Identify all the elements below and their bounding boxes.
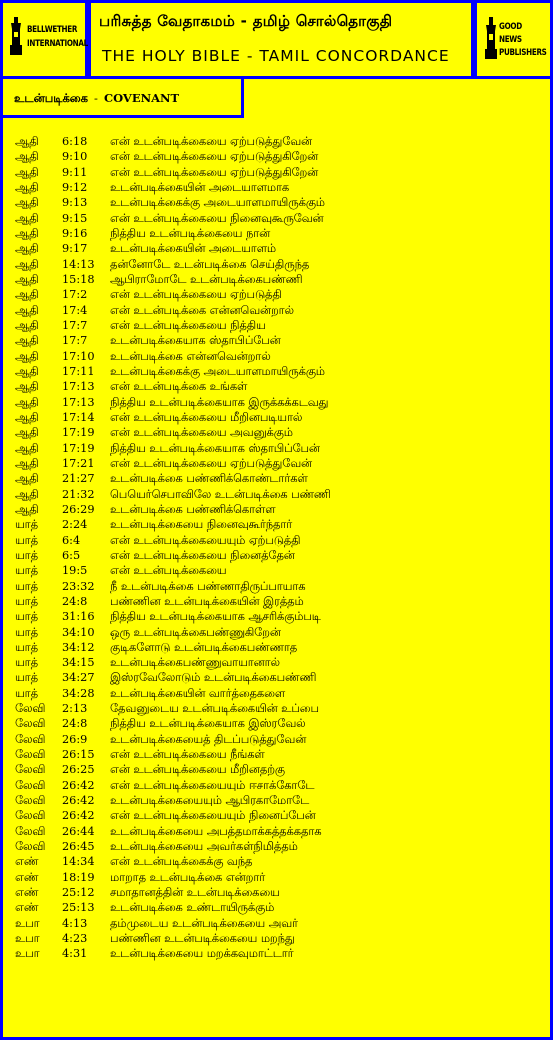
entry-reference: 15:18	[62, 272, 95, 286]
entry-text: என் உடன்படிக்கையை ஏற்படுத்துகிறேன்	[110, 150, 319, 164]
entry-text: உடன்படிக்கையை அவர்கள்நிமித்தம்	[110, 840, 298, 854]
entry-text: பெயெர்செபாவிலே உடன்படிக்கை பண்ணி	[110, 487, 331, 501]
list-item	[15, 625, 545, 640]
entry-text: என் உடன்படிக்கையையும் ஏற்படுத்தி	[110, 533, 301, 547]
list-item	[15, 287, 545, 302]
entry-book: லேவி	[15, 763, 46, 777]
list-item	[15, 471, 545, 486]
entry-reference: 17:11	[62, 364, 95, 378]
entry-book: ஆதி	[15, 196, 39, 210]
bellwether-logo	[9, 13, 88, 69]
list-item	[15, 778, 545, 793]
subject-box	[0, 76, 244, 118]
entry-book: ஆதி	[15, 502, 39, 516]
entry-book: யாத்	[15, 610, 38, 624]
entry-text: உடன்படிக்கையின் அடையாளமாக	[110, 180, 290, 194]
list-item	[15, 563, 545, 578]
entry-text: இஸ்ரவேலோடும் உடன்படிக்கைபண்ணி	[110, 671, 317, 685]
list-item	[15, 946, 545, 961]
bell-tower-icon	[9, 17, 23, 57]
entry-book: யாத்	[15, 533, 38, 547]
entry-book: ஆதி	[15, 288, 39, 302]
list-item	[15, 931, 545, 946]
list-item	[15, 456, 545, 471]
list-item	[15, 701, 545, 716]
tower-icon	[485, 17, 497, 61]
logo-left-line1: BELLWETHER	[27, 25, 78, 35]
entry-book: ஆதி	[15, 211, 39, 225]
entry-text: தன்னோடே உடன்படிக்கை செய்திருந்த	[110, 257, 310, 271]
entry-text: ஒரு உடன்படிக்கைபண்ணுகிறேன்	[110, 625, 281, 639]
entry-reference: 26:42	[62, 778, 95, 792]
list-item	[15, 793, 545, 808]
entry-reference: 6:18	[62, 135, 88, 148]
entry-text: உடன்படிக்கைபண்ணுவாயானால்	[110, 656, 280, 670]
entry-book: ஆதி	[15, 303, 39, 317]
entry-text: உடன்படிக்கை உண்டாயிருக்கும்	[110, 901, 275, 915]
entry-book: ஆதி	[15, 242, 39, 256]
entry-text: ஆபிராமோடே உடன்படிக்கைபண்ணி	[110, 272, 303, 286]
entry-text: என் உடன்படிக்கை என்னவென்றால்	[110, 303, 294, 317]
entry-book: உபா	[15, 947, 40, 961]
entry-reference: 21:27	[62, 472, 95, 486]
entry-reference: 31:16	[62, 610, 95, 624]
list-item	[15, 318, 545, 333]
entry-reference: 4:13	[62, 916, 88, 930]
entry-reference: 17:21	[62, 456, 95, 470]
entry-book: ஆதி	[15, 165, 39, 179]
title-english: THE HOLY BIBLE - TAMIL CONCORDANCE	[102, 47, 450, 65]
entry-text: மாறாத உடன்படிக்கை என்றார்	[110, 870, 266, 884]
entry-reference: 24:8	[62, 717, 88, 731]
list-item	[15, 655, 545, 670]
entry-book: லேவி	[15, 794, 46, 808]
entry-text: என் உடன்படிக்கையை	[110, 564, 227, 578]
good-news-logo	[485, 13, 551, 69]
list-item	[15, 379, 545, 394]
list-item	[15, 824, 545, 839]
entry-reference: 34:12	[62, 640, 95, 654]
list-item	[15, 762, 545, 777]
entry-text: என் உடன்படிக்கை உங்கள்	[110, 380, 248, 394]
entry-text: உடன்படிக்கைக்கு அடையாளமாயிருக்கும்	[110, 196, 325, 210]
entry-book: யாத்	[15, 625, 38, 639]
entry-book: உபா	[15, 932, 40, 946]
list-item	[15, 670, 545, 685]
list-item	[15, 180, 545, 195]
entry-reference: 34:15	[62, 656, 95, 670]
entry-reference: 26:45	[62, 840, 95, 854]
entry-book: உபா	[15, 916, 40, 930]
entry-reference: 21:32	[62, 487, 95, 501]
entry-book: ஆதி	[15, 272, 39, 286]
entry-text: உடன்படிக்கைக்கு அடையாளமாயிருக்கும்	[110, 364, 325, 378]
entry-reference: 17:13	[62, 380, 95, 394]
entry-book: லேவி	[15, 748, 46, 762]
list-item	[15, 257, 545, 272]
entry-reference: 34:10	[62, 625, 95, 639]
entry-book: ஆதி	[15, 349, 39, 363]
header-right-logo-box	[474, 0, 553, 79]
entry-text: உடன்படிக்கை என்னவென்றால்	[110, 349, 271, 363]
entry-reference: 26:25	[62, 763, 95, 777]
entry-book: ஆதி	[15, 456, 39, 470]
entry-book: யாத்	[15, 579, 38, 593]
entry-text: நீ உடன்படிக்கை பண்ணாதிருப்பாயாக	[110, 579, 306, 593]
list-item	[15, 900, 545, 915]
entry-reference: 26:42	[62, 794, 95, 808]
entry-reference: 26:42	[62, 809, 95, 823]
list-item	[15, 502, 545, 517]
entry-text: என் உடன்படிக்கையை நினைவுகூருவேன்	[110, 211, 324, 225]
list-item	[15, 579, 545, 594]
list-item	[15, 640, 545, 655]
entry-book: ஆதி	[15, 426, 39, 440]
list-item	[15, 149, 545, 164]
list-item	[15, 349, 545, 364]
entry-book: லேவி	[15, 840, 46, 854]
list-item	[15, 870, 545, 885]
list-item	[15, 716, 545, 731]
entry-book: ஆதி	[15, 487, 39, 501]
entry-book: ஆதி	[15, 257, 39, 271]
entry-text: என் உடன்படிக்கையை ஏற்படுத்தி	[110, 288, 282, 302]
entry-reference: 17:2	[62, 288, 88, 302]
entry-text: நித்திய உடன்படிக்கையாக ஆசரிக்கும்படி	[110, 610, 321, 624]
entry-reference: 17:7	[62, 318, 88, 332]
entry-reference: 2:24	[62, 518, 88, 532]
list-item	[15, 410, 545, 425]
entry-text: உடன்படிக்கையின் வார்த்தைகளை	[110, 686, 286, 700]
entry-reference: 4:31	[62, 947, 88, 961]
entry-text: என் உடன்படிக்கையை ஏற்படுத்துவேன்	[110, 456, 312, 470]
entry-text: உடன்படிக்கையாக ஸ்தாபிப்பேன்	[110, 334, 281, 348]
entry-book: லேவி	[15, 809, 46, 823]
entry-text: என் உடன்படிக்கையை நினைத்தேன்	[110, 548, 295, 562]
list-item	[15, 808, 545, 823]
entry-text: என் உடன்படிக்கையை நீங்கள்	[110, 748, 265, 762]
entry-reference: 9:12	[62, 180, 88, 194]
entry-text: என் உடன்படிக்கையை அவனுக்கும்	[110, 426, 293, 440]
entry-book: லேவி	[15, 702, 46, 716]
list-item	[15, 441, 545, 456]
entry-book: எண்	[15, 870, 39, 884]
entry-book: ஆதி	[15, 395, 39, 409]
entry-book: ஆதி	[15, 150, 39, 164]
subject-heading	[14, 91, 179, 107]
subject-separator: -	[94, 91, 98, 105]
entry-book: ஆதி	[15, 180, 39, 194]
list-item	[15, 594, 545, 609]
entry-text: என் உடன்படிக்கைக்கு வந்த	[110, 855, 253, 869]
entry-text: என் உடன்படிக்கையை மீறினதற்கு	[110, 763, 285, 777]
entry-text: நித்திய உடன்படிக்கையாக இருக்கக்கடவது	[110, 395, 329, 409]
entry-reference: 19:5	[62, 564, 88, 578]
list-item	[15, 303, 545, 318]
entry-text: குடிகளோடு உடன்படிக்கைபண்ணாத	[110, 640, 298, 654]
list-item	[15, 747, 545, 762]
concordance-list	[15, 134, 545, 962]
entry-text: உடன்படிக்கையை நினைவுகூர்ந்தார்	[110, 518, 293, 532]
entry-reference: 6:5	[62, 548, 81, 562]
entry-reference: 17:14	[62, 410, 95, 424]
entry-reference: 9:17	[62, 242, 88, 256]
list-item	[15, 839, 545, 854]
entry-reference: 26:44	[62, 824, 95, 838]
entry-text: நித்திய உடன்படிக்கையாக இஸ்ரவேல்	[110, 717, 306, 731]
list-item	[15, 854, 545, 869]
entry-text: என் உடன்படிக்கையை மீறினபடியால்	[110, 410, 303, 424]
list-item	[15, 272, 545, 287]
entry-reference: 18:19	[62, 870, 95, 884]
list-item	[15, 487, 545, 502]
entry-text: தம்முடைய உடன்படிக்கையை அவர்	[110, 916, 298, 930]
list-item	[15, 548, 545, 563]
list-item	[15, 364, 545, 379]
entry-reference: 25:13	[62, 901, 95, 915]
entry-book: யாத்	[15, 671, 38, 685]
entry-book: யாத்	[15, 548, 38, 562]
entry-reference: 4:23	[62, 932, 88, 946]
entry-reference: 23:32	[62, 579, 95, 593]
list-item	[15, 517, 545, 532]
list-item	[15, 211, 545, 226]
list-item	[15, 732, 545, 747]
entry-text: பண்ணின உடன்படிக்கையின் இரத்தம்	[110, 594, 304, 608]
entry-text: உடன்படிக்கை பண்ணிக்கொண்டார்கள்	[110, 472, 308, 486]
header-left-logo-box	[0, 0, 88, 79]
list-item	[15, 533, 545, 548]
entry-book: லேவி	[15, 824, 46, 838]
entry-reference: 14:13	[62, 257, 95, 271]
entry-text: உடன்படிக்கையை அபத்தமாக்கத்தக்கதாக	[110, 824, 322, 838]
entry-reference: 26:15	[62, 748, 95, 762]
entry-book: யாத்	[15, 594, 38, 608]
entry-text: என் உடன்படிக்கையையும் ஈசாக்கோடே	[110, 778, 315, 792]
list-item	[15, 916, 545, 931]
list-item	[15, 686, 545, 701]
entry-reference: 26:9	[62, 732, 88, 746]
list-item	[15, 885, 545, 900]
list-item	[15, 333, 545, 348]
list-item	[15, 195, 545, 210]
list-item	[15, 425, 545, 440]
entry-text: நித்திய உடன்படிக்கையை நான்	[110, 226, 271, 240]
list-item	[15, 241, 545, 256]
entry-text: நித்திய உடன்படிக்கையாக ஸ்தாபிப்பேன்	[110, 441, 320, 455]
entry-text: உடன்படிக்கையை மறக்கவுமாட்டார்	[110, 947, 294, 961]
logo-left-line2: INTERNATIONAL	[27, 39, 88, 49]
entry-book: ஆதி	[15, 380, 39, 394]
entry-reference: 25:12	[62, 886, 95, 900]
entry-book: லேவி	[15, 778, 46, 792]
logo-right-line2: PUBLISHERS	[499, 48, 547, 58]
entry-book: ஆதி	[15, 334, 39, 348]
entry-reference: 9:13	[62, 196, 88, 210]
entry-reference: 17:13	[62, 395, 95, 409]
entry-reference: 17:10	[62, 349, 95, 363]
subject-english: COVENANT	[103, 91, 180, 105]
entry-text: உடன்படிக்கையைத் திடப்படுத்துவேன்	[110, 732, 307, 746]
list-item	[15, 609, 545, 624]
entry-text: உடன்படிக்கையின் அடையாளம்	[110, 242, 276, 256]
entry-text: என் உடன்படிக்கையை ஏற்படுத்துவேன்	[110, 135, 312, 148]
entry-reference: 34:27	[62, 671, 95, 685]
entry-book: யாத்	[15, 564, 38, 578]
entry-book: ஆதி	[15, 472, 39, 486]
entry-text: என் உடன்படிக்கையை நித்திய	[110, 318, 266, 332]
entry-book: யாத்	[15, 640, 38, 654]
entry-book: யாத்	[15, 656, 38, 670]
entry-reference: 9:10	[62, 150, 88, 164]
entry-book: ஆதி	[15, 364, 39, 378]
entry-reference: 9:11	[62, 165, 88, 179]
entry-reference: 17:4	[62, 303, 88, 317]
entry-reference: 6:4	[62, 533, 81, 547]
entry-text: என் உடன்படிக்கையையும் நினைப்பேன்	[110, 809, 316, 823]
entry-book: ஆதி	[15, 318, 39, 332]
entry-text: தேவனுடைய உடன்படிக்கையின் உப்பை	[110, 702, 319, 716]
entry-book: லேவி	[15, 732, 46, 746]
entry-text: பண்ணின உடன்படிக்கையை மறந்து	[110, 932, 295, 946]
list-item	[15, 134, 545, 149]
entry-text: என் உடன்படிக்கையை ஏற்படுத்துகிறேன்	[110, 165, 319, 179]
header-title-box	[88, 0, 474, 79]
entry-reference: 2:13	[62, 702, 88, 716]
entry-text: உடன்படிக்கை பண்ணிக்கொள்ள	[110, 502, 276, 516]
entry-book: யாத்	[15, 518, 38, 532]
entry-book: எண்	[15, 855, 39, 869]
subject-tamil: உடன்படிக்கை	[14, 91, 89, 105]
title-tamil: பரிசுத்த வேதாகமம் - தமிழ் சொல்தொகுதி	[99, 12, 393, 30]
entry-text: உடன்படிக்கையையும் ஆபிரகாமோடே	[110, 794, 310, 808]
entry-book: யாத்	[15, 686, 38, 700]
entry-book: ஆதி	[15, 410, 39, 424]
entry-reference: 26:29	[62, 502, 95, 516]
entry-reference: 34:28	[62, 686, 95, 700]
entry-reference: 14:34	[62, 855, 95, 869]
entry-reference: 17:7	[62, 334, 88, 348]
list-item	[15, 226, 545, 241]
entry-reference: 9:15	[62, 211, 88, 225]
entry-book: ஆதி	[15, 135, 39, 148]
list-item	[15, 395, 545, 410]
entry-book: எண்	[15, 886, 39, 900]
entry-reference: 17:19	[62, 426, 95, 440]
entry-reference: 9:16	[62, 226, 88, 240]
entry-book: எண்	[15, 901, 39, 915]
entry-book: ஆதி	[15, 441, 39, 455]
entry-book: லேவி	[15, 717, 46, 731]
entry-reference: 24:8	[62, 594, 88, 608]
entry-text: சமாதானத்தின் உடன்படிக்கையை	[110, 886, 280, 900]
list-item	[15, 165, 545, 180]
entry-book: ஆதி	[15, 226, 39, 240]
entry-reference: 17:19	[62, 441, 95, 455]
logo-right-line1: GOOD NEWS	[499, 22, 522, 45]
